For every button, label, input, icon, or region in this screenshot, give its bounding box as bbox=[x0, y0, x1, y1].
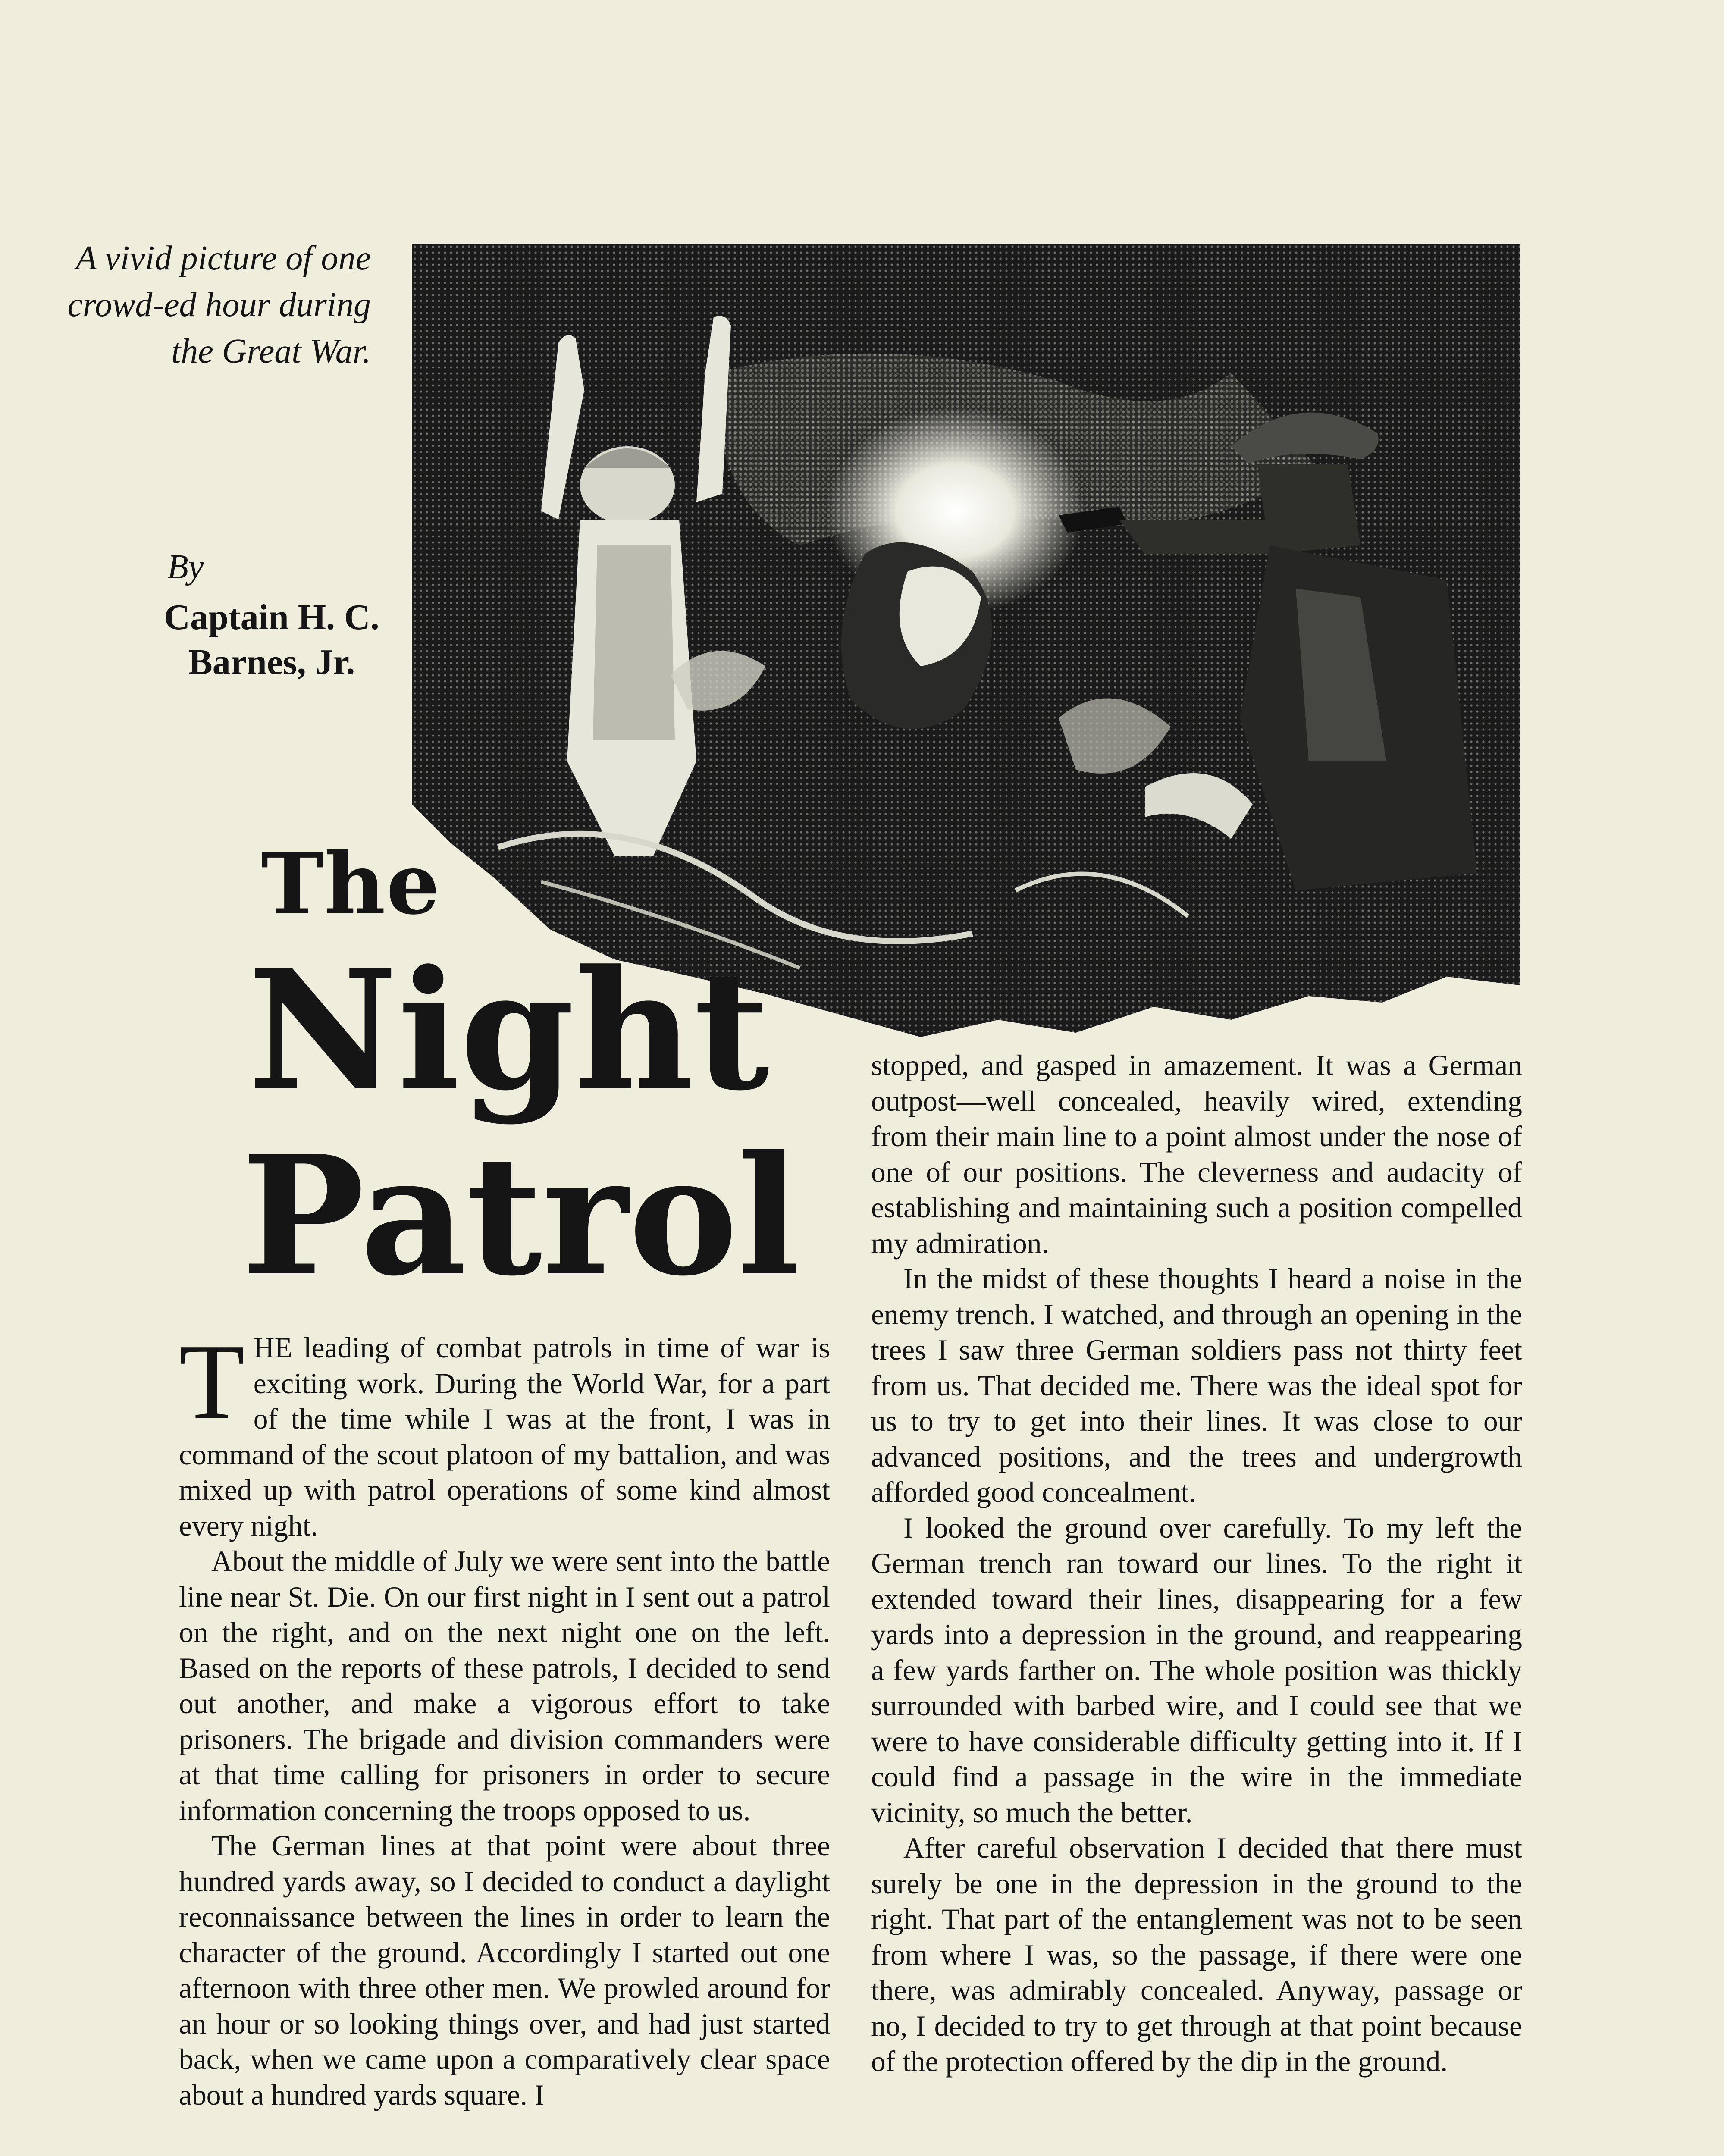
article-column-right bbox=[871, 1048, 1522, 2080]
byline-by: By bbox=[167, 548, 204, 586]
paragraph: THE leading of combat patrols in time of war is exciting work. During the World War, for a part of the time while I was at the front, I was in command of the scout platoon of my battalion, and was mixed up with patrol operations of some kind almost every night. bbox=[179, 1322, 830, 1542]
paragraph: In the midst of these thoughts I heard a noise in the enemy trench. I watched, and through an opening in the trees I saw three German soldiers pass not thirty feet from us. That decided me. There was the ideal spot for us to try to get into their lines. It was close to our advanced positions, and the trees and undergrowth afforded good concealment. bbox=[871, 1263, 1522, 1508]
byline-author: Captain H. C. Barnes, Jr. bbox=[164, 597, 379, 682]
story-tagline: A vivid picture of one crowd-ed hour during the Great War. bbox=[67, 239, 371, 370]
title-line-1: The bbox=[261, 834, 441, 933]
title-line-3: Patrol bbox=[241, 1119, 800, 1312]
paragraph: I looked the ground over carefully. To my left the German trench ran toward our lines. To the right it extended toward their lines, disappearing for a few yards into a depression in the ground, and reappearing a few yards farther on. The whole position was thickly surrounded with barbed wire, and I could see that we were to have considerable difficulty getting into it. If I could find a passage in the wire in the immediate vicinity, so much the better. bbox=[871, 1511, 1522, 1829]
drop-cap: T bbox=[179, 1322, 245, 1442]
paragraph: After careful observation I decided that there must surely be one in the depression in the ground to the right. That part of the entanglement was not to be seen from where I was, so the passage, if there were one there, was admirably concealed. Anyway, passage or no, I decided to try to get through at that point because of the protection offered by the dip in the ground. bbox=[871, 1832, 1522, 2078]
article-column-left bbox=[179, 1322, 830, 2113]
story-illustration bbox=[412, 244, 1520, 1039]
paragraph: About the middle of July we were sent into the battle line near St. Die. On our first night in I sent out a patrol on the right, and on the next night one on the left. Based on the reports of these patrols, I decided to send out another, and make a vigorous effort to take prisoners. The brigade and division commanders were at that time calling for prisoners in order to secure information concerning the troops opposed to us. bbox=[179, 1545, 830, 1827]
paragraph: The German lines at that point were about three hundred yards away, so I decided to conduct a daylight reconnaissance between the lines in order to learn the character of the ground. Accordingly I started out one afternoon with three other men. We prowled around for an hour or so looking things over, and had just started back, when we came upon a comparatively clear space about a hundred yards square. I bbox=[179, 1830, 830, 2111]
paragraph: stopped, and gasped in amazement. It was a German outpost—well concealed, heavily wired, extending from their main line to a point almost under the nose of one of our positions. The cleverness and audacity of establishing and maintaining such a position compelled my admiration. bbox=[871, 1049, 1522, 1260]
title-line-2: Night bbox=[248, 934, 770, 1127]
night-patrol-illustration bbox=[412, 244, 1520, 1039]
